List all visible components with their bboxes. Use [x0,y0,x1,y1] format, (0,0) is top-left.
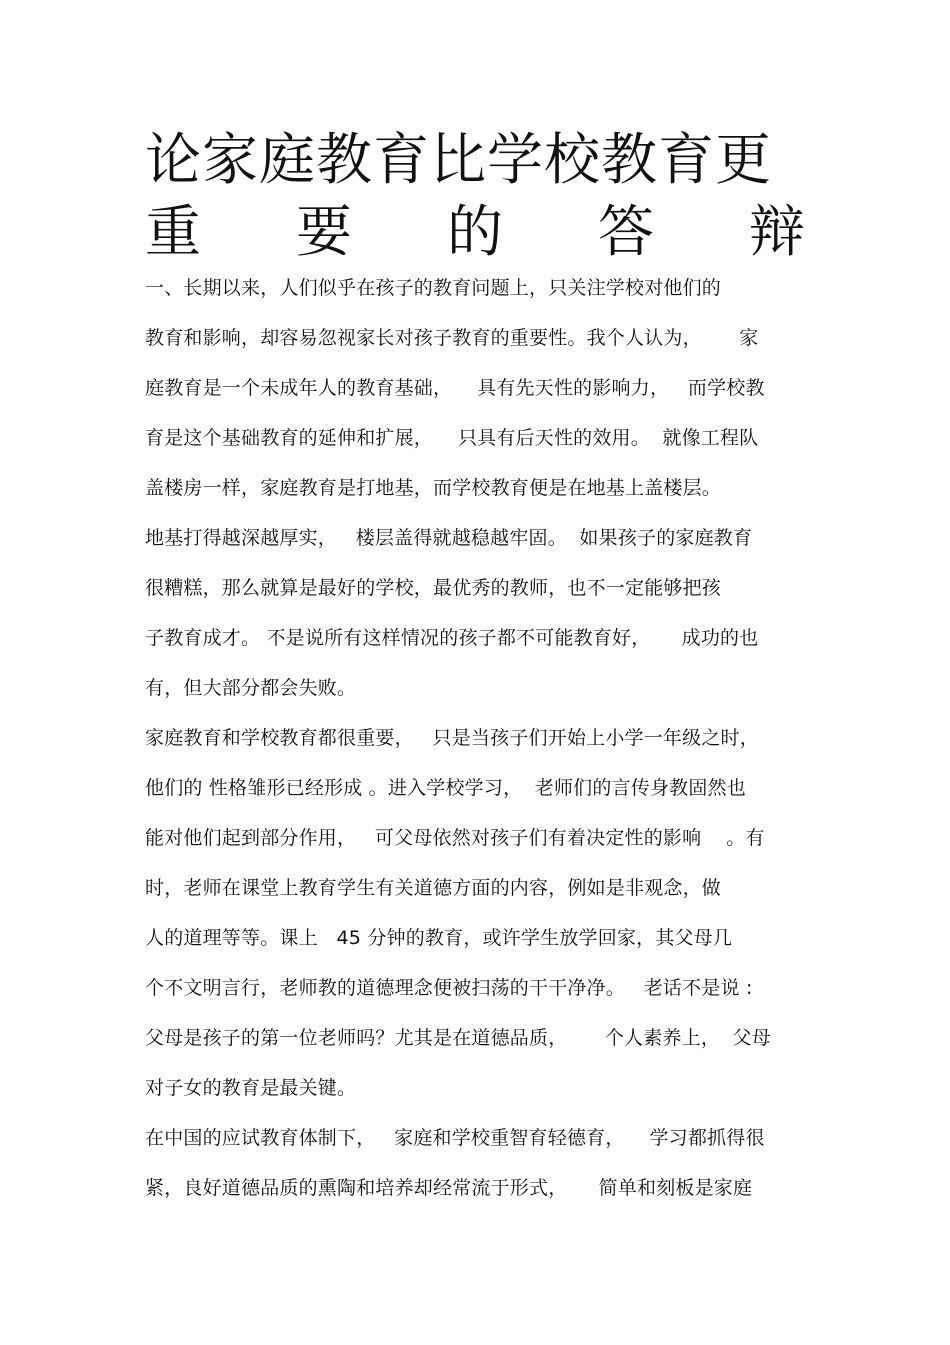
text-line: 教育和影响，却容易忽视家长对孩子教育的重要性。我个人认为， 家 [145,327,759,349]
text-line: 有，但大部分都会失败。 [145,677,357,699]
text-line: 能对他们起到部分作用， 可父母依然对孩子们有着决定性的影响 。有 [145,827,765,849]
text-line: 他们的 性格雏形已经形成 。进入学校学习， 老师们的言传身教固然也 [145,777,746,799]
text-line: 子教育成才。 不是说所有这样情况的孩子都不可能教育好， 成功的也 [145,627,759,649]
title-char: 答 [598,200,654,265]
document-page [145,128,810,1226]
title-char: 的 [447,200,503,265]
document-title-line2 [145,200,805,266]
text-line: 庭教育是一个未成年人的教育基础， 具有先天性的影响力， 而学校教 [145,377,765,399]
text-line: 家庭教育和学校教育都很重要， 只是当孩子们开始上小学一年级之时， [145,727,759,749]
document-body [145,276,810,1201]
text-line: 在中国的应试教育体制下， 家庭和学校重智育轻德育， 学习都抓得很 [145,1127,765,1149]
title-char: 重 [145,200,201,265]
title-char: 辩 [749,200,805,265]
text-line: 人的道理等等。课上 45 分钟的教育，或许学生放学回家，其父母几 [145,927,733,949]
text-line: 一、长期以来，人们似乎在孩子的教育问题上，只关注学校对他们的 [145,277,722,299]
text-line: 育是这个基础教育的延伸和扩展， 只具有后天性的效用。 就像工程队 [145,427,759,449]
text-line: 地基打得越深越厚实， 楼层盖得就越稳越牢固。 如果孩子的家庭教育 [145,527,753,549]
document-title-line1: 论家庭教育比学校教育更 [145,128,772,193]
text-line: 很糟糕，那么就算是最好的学校，最优秀的教师，也不一定能够把孩 [145,577,722,599]
text-line: 对子女的教育是最关键。 [145,1077,357,1099]
text-line: 紧，良好道德品质的熏陶和培养却经常流于形式， 简单和刻板是家庭 [145,1177,753,1199]
title-char: 要 [296,200,352,265]
text-line: 父母是孩子的第一位老师吗？尤其是在道德品质， 个人素养上， 父母 [145,1027,771,1049]
text-line: 个不文明言行，老师教的道德理念便被扫荡的干干净净。 老话不是说 : [145,977,753,999]
text-line: 盖楼房一样，家庭教育是打地基，而学校教育便是在地基上盖楼层。 [145,477,722,499]
text-line: 时，老师在课堂上教育学生有关道德方面的内容，例如是非观念，做 [145,877,722,899]
